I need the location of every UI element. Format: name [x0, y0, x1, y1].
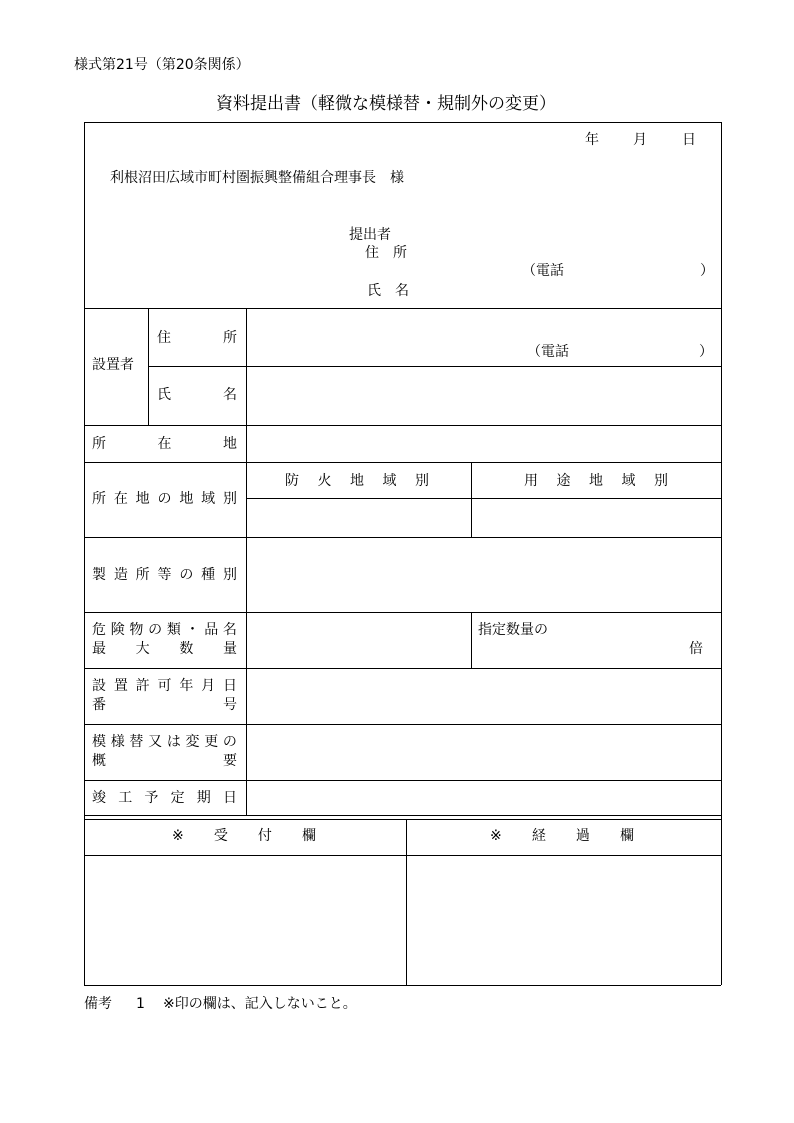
change-label-line1: 模 様 替 又 は 変 更 の	[92, 734, 237, 750]
hazmat-column-divider	[471, 612, 472, 668]
row-line-installer-end	[84, 425, 721, 426]
bottom-table-right	[721, 815, 722, 985]
fire-zone-header: 防 火 地 域 別	[285, 473, 429, 489]
page-title: 資料提出書（軽微な模様替・規制外の変更）	[216, 94, 556, 114]
installer-phone-label: （電話	[527, 344, 569, 360]
row-line-completion	[84, 815, 721, 816]
installer-name-label: 氏 名	[157, 387, 237, 403]
row-line-type	[84, 612, 721, 613]
submitter-phone-label: （電話	[522, 263, 564, 279]
row-line-location	[84, 462, 721, 463]
date-day: 日	[682, 132, 696, 148]
label-column-divider	[246, 308, 247, 815]
table-top-border	[84, 122, 721, 123]
form-number: 様式第21号（第20条関係）	[74, 57, 250, 73]
submitter-name-label: 氏 名	[367, 283, 409, 299]
row-line-header	[84, 308, 721, 309]
designated-qty-label: 指定数量の	[478, 622, 548, 638]
row-line-permit	[84, 724, 721, 725]
table-left-border	[84, 122, 85, 815]
hazmat-label-line1: 危 険 物 の 類 ・ 品 名	[92, 622, 237, 638]
permit-label-line2: 番 号	[92, 697, 237, 713]
remarks-label: 備考	[84, 996, 112, 1012]
installer-address-label: 住 所	[157, 330, 237, 346]
bottom-table-divider	[406, 819, 407, 985]
date-year: 年	[585, 132, 599, 148]
permit-label-line1: 設 置 許 可 年 月 日	[92, 678, 237, 694]
submitter-label: 提出者	[349, 227, 391, 243]
submitter-address-label: 住 所	[365, 245, 407, 261]
bottom-table-top	[84, 819, 721, 820]
row-line-installer-mid	[148, 366, 721, 367]
row-line-region-end	[84, 537, 721, 538]
bottom-table-bottom	[84, 985, 721, 986]
row-line-change	[84, 780, 721, 781]
bottom-table-left	[84, 815, 85, 985]
reception-header: ※ 受 付 欄	[172, 828, 316, 844]
submitter-phone-close: ）	[700, 263, 714, 279]
facility-type-label: 製 造 所 等 の 種 別	[92, 567, 237, 583]
hazmat-label-line2: 最 大 数 量	[92, 641, 237, 657]
row-line-region-mid	[246, 498, 721, 499]
region-label: 所 在 地 の 地 域 別	[92, 491, 237, 507]
change-label-line2: 概 要	[92, 753, 237, 769]
installer-subcolumn-divider	[148, 308, 149, 425]
bottom-table-header-line	[84, 855, 721, 856]
date-month: 月	[633, 132, 647, 148]
completion-label: 竣 工 予 定 期 日	[92, 790, 237, 806]
times-label: 倍	[689, 641, 703, 657]
addressee: 利根沼田広域市町村圏振興整備組合理事長 様	[110, 170, 404, 186]
use-zone-header: 用 途 地 域 別	[524, 473, 668, 489]
installer-phone-close: ）	[699, 344, 713, 360]
row-line-hazmat	[84, 668, 721, 669]
region-column-divider	[471, 462, 472, 537]
remarks-text: ※印の欄は、記入しないこと。	[163, 996, 357, 1012]
remarks-number: 1	[136, 996, 145, 1012]
progress-header: ※ 経 過 欄	[490, 828, 634, 844]
location-label: 所 在 地	[92, 436, 237, 452]
table-right-border	[721, 122, 722, 815]
installer-label: 設置者	[92, 357, 134, 373]
